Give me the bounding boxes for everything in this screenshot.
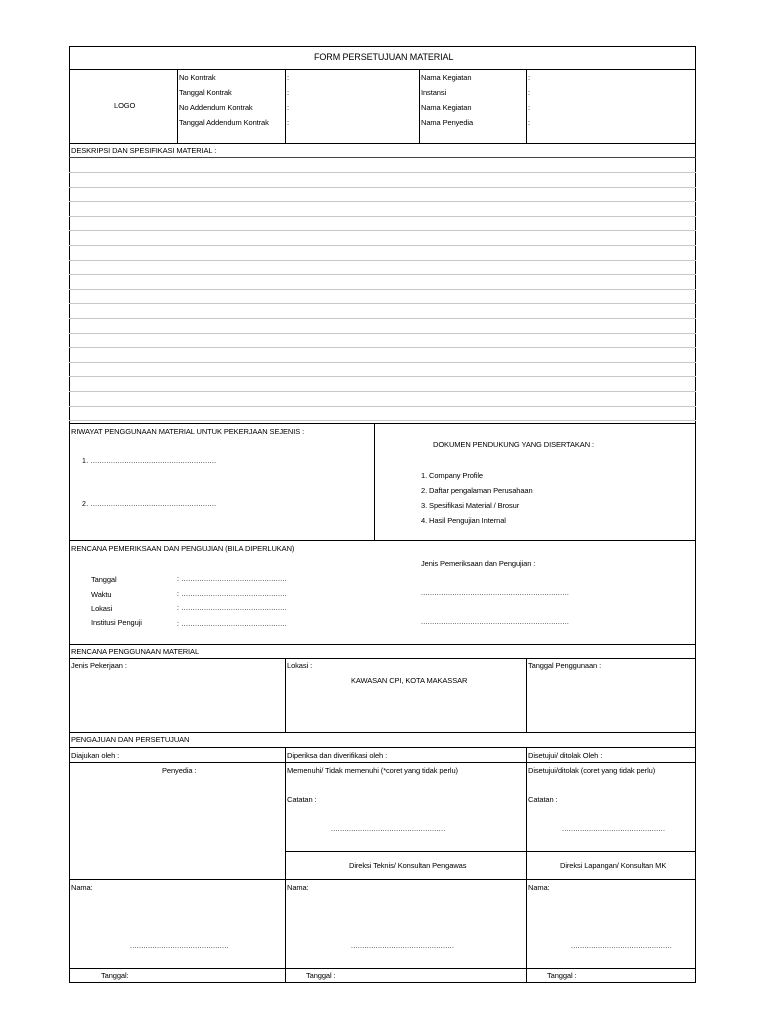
catatan-label: Catatan : — [528, 795, 558, 804]
ruled-line — [69, 274, 696, 275]
divider — [69, 423, 696, 424]
dokumen-item: 4. Hasil Pengujian Internal — [421, 516, 506, 525]
ruled-line — [69, 303, 696, 304]
riwayat-item-1: 1. ........................................................ — [82, 458, 217, 465]
divider — [177, 69, 178, 143]
pengajuan-title: PENGAJUAN DAN PERSETUJUAN — [71, 735, 190, 744]
diperiksa-oleh-label: Diperiksa dan diverifikasi oleh : — [287, 751, 388, 760]
label-institusi-penguji: Institusi Penguji — [91, 618, 142, 627]
label-nama-kegiatan: Nama Kegiatan — [421, 73, 472, 82]
divider — [69, 157, 696, 158]
divider — [526, 658, 527, 732]
signature-dots: ................................................... — [331, 826, 446, 833]
direksi-lapangan-label: Direksi Lapangan/ Konsultan MK — [560, 861, 667, 870]
divider — [69, 747, 696, 748]
diajukan-oleh-label: Diajukan oleh : — [71, 751, 120, 760]
tanggal-label: Tanggal : — [547, 971, 577, 980]
divider — [285, 747, 286, 983]
colon: : — [287, 118, 289, 127]
ruled-line — [69, 406, 696, 407]
label-nama-penyedia: Nama Penyedia — [421, 118, 474, 127]
colon: : — [287, 88, 289, 97]
divider — [419, 69, 420, 143]
disetujui-ditolak-label: Disetujui/ditolak (coret yang tidak perlu) — [528, 766, 656, 775]
nama-label: Nama: — [528, 883, 550, 892]
colon: : — [528, 73, 530, 82]
divider — [69, 658, 696, 659]
tanggal-label: Tanggal: — [101, 971, 129, 980]
colon: : — [528, 103, 530, 112]
divider — [69, 644, 696, 645]
nama-dots: ............................................ — [130, 943, 229, 950]
value-dots: : ............................................... — [177, 605, 287, 612]
ruled-line — [69, 347, 696, 348]
catatan-label: Catatan : — [287, 795, 317, 804]
label-waktu: Waktu — [91, 590, 112, 599]
ruled-line — [69, 333, 696, 334]
label-instansi: Instansi — [421, 88, 447, 97]
nama-label: Nama: — [71, 883, 93, 892]
divider — [69, 732, 696, 733]
ruled-line — [69, 187, 696, 188]
signature-dots: .............................................. — [562, 826, 666, 833]
rencana-penggunaan-title: RENCANA PENGGUNAAN MATERIAL — [71, 647, 200, 656]
ruled-line — [69, 318, 696, 319]
ruled-line — [69, 376, 696, 377]
label-no-kontrak: No Kontrak — [179, 73, 216, 82]
memenuhi-label: Memenuhi/ Tidak memenuhi (*coret yang tidak perlu) — [287, 766, 458, 775]
lokasi-label: Lokasi : — [287, 661, 313, 670]
dokumen-item: 3. Spesifikasi Material / Brosur — [421, 501, 520, 510]
label-nama-kegiatan-2: Nama Kegiatan — [421, 103, 472, 112]
colon: : — [287, 73, 289, 82]
ruled-line — [69, 362, 696, 363]
jenis-pekerjaan-label: Jenis Pekerjaan : — [71, 661, 127, 670]
tanggal-label: Tanggal : — [306, 971, 336, 980]
value-dots: : ............................................... — [177, 591, 287, 598]
lokasi-value: KAWASAN CPI, KOTA MAKASSAR — [351, 676, 468, 685]
direksi-teknis-label: Direksi Teknis/ Konsultan Pengawas — [349, 861, 467, 870]
colon: : — [528, 118, 530, 127]
label-tanggal: Tanggal — [91, 575, 117, 584]
dokumen-item: 1. Company Profile — [421, 471, 483, 480]
riwayat-item-2: 2. ........................................................ — [82, 501, 217, 508]
label-tanggal-addendum: Tanggal Addendum Kontrak — [179, 118, 269, 127]
nama-dots: ............................................. — [571, 943, 673, 950]
riwayat-title: RIWAYAT PENGGUNAAN MATERIAL UNTUK PEKERJAAN SEJENIS : — [71, 427, 305, 436]
divider — [69, 540, 696, 541]
ruled-line — [69, 245, 696, 246]
nama-label: Nama: — [287, 883, 309, 892]
nama-dots: .............................................. — [351, 943, 455, 950]
rencana-pemeriksaan-title: RENCANA PEMERIKSAAN DAN PENGUJIAN (BILA DIPERLUKAN) — [71, 544, 295, 553]
form-title: FORM PERSETUJUAN MATERIAL — [314, 52, 454, 62]
ruled-line — [69, 172, 696, 173]
ruled-line — [69, 260, 696, 261]
disetujui-oleh-label: Disetujui/ ditolak Oleh : — [528, 751, 603, 760]
divider — [69, 143, 696, 144]
jenis-dots-1: .................................................................. — [421, 590, 570, 597]
divider — [69, 762, 696, 763]
ruled-line — [69, 420, 696, 421]
label-lokasi: Lokasi — [91, 604, 113, 613]
ruled-line — [69, 289, 696, 290]
divider — [285, 69, 286, 143]
deskripsi-title: DESKRIPSI DAN SPESIFIKASI MATERIAL : — [71, 146, 217, 155]
ruled-line — [69, 391, 696, 392]
tanggal-penggunaan-label: Tanggal Penggunaan : — [528, 661, 602, 670]
divider — [526, 69, 527, 143]
jenis-dots-2: .................................................................. — [421, 619, 570, 626]
jenis-pemeriksaan-label: Jenis Pemeriksaan dan Pengujian : — [421, 559, 536, 568]
penyedia-label: Penyedia : — [162, 766, 197, 775]
divider — [374, 423, 375, 540]
logo-placeholder: LOGO — [114, 101, 136, 110]
divider — [526, 747, 527, 983]
divider — [285, 658, 286, 732]
dokumen-item: 2. Daftar pengalaman Perusahaan — [421, 486, 533, 495]
label-no-addendum: No Addendum Kontrak — [179, 103, 253, 112]
divider — [69, 879, 696, 880]
value-dots: : ............................................... — [177, 621, 287, 628]
dokumen-title: DOKUMEN PENDUKUNG YANG DISERTAKAN : — [433, 440, 594, 449]
colon: : — [287, 103, 289, 112]
ruled-line — [69, 230, 696, 231]
colon: : — [528, 88, 530, 97]
divider — [69, 968, 696, 969]
value-dots: : ............................................... — [177, 576, 287, 583]
ruled-line — [69, 216, 696, 217]
divider — [69, 69, 696, 70]
label-tanggal-kontrak: Tanggal Kontrak — [179, 88, 232, 97]
ruled-line — [69, 201, 696, 202]
divider — [285, 851, 696, 852]
